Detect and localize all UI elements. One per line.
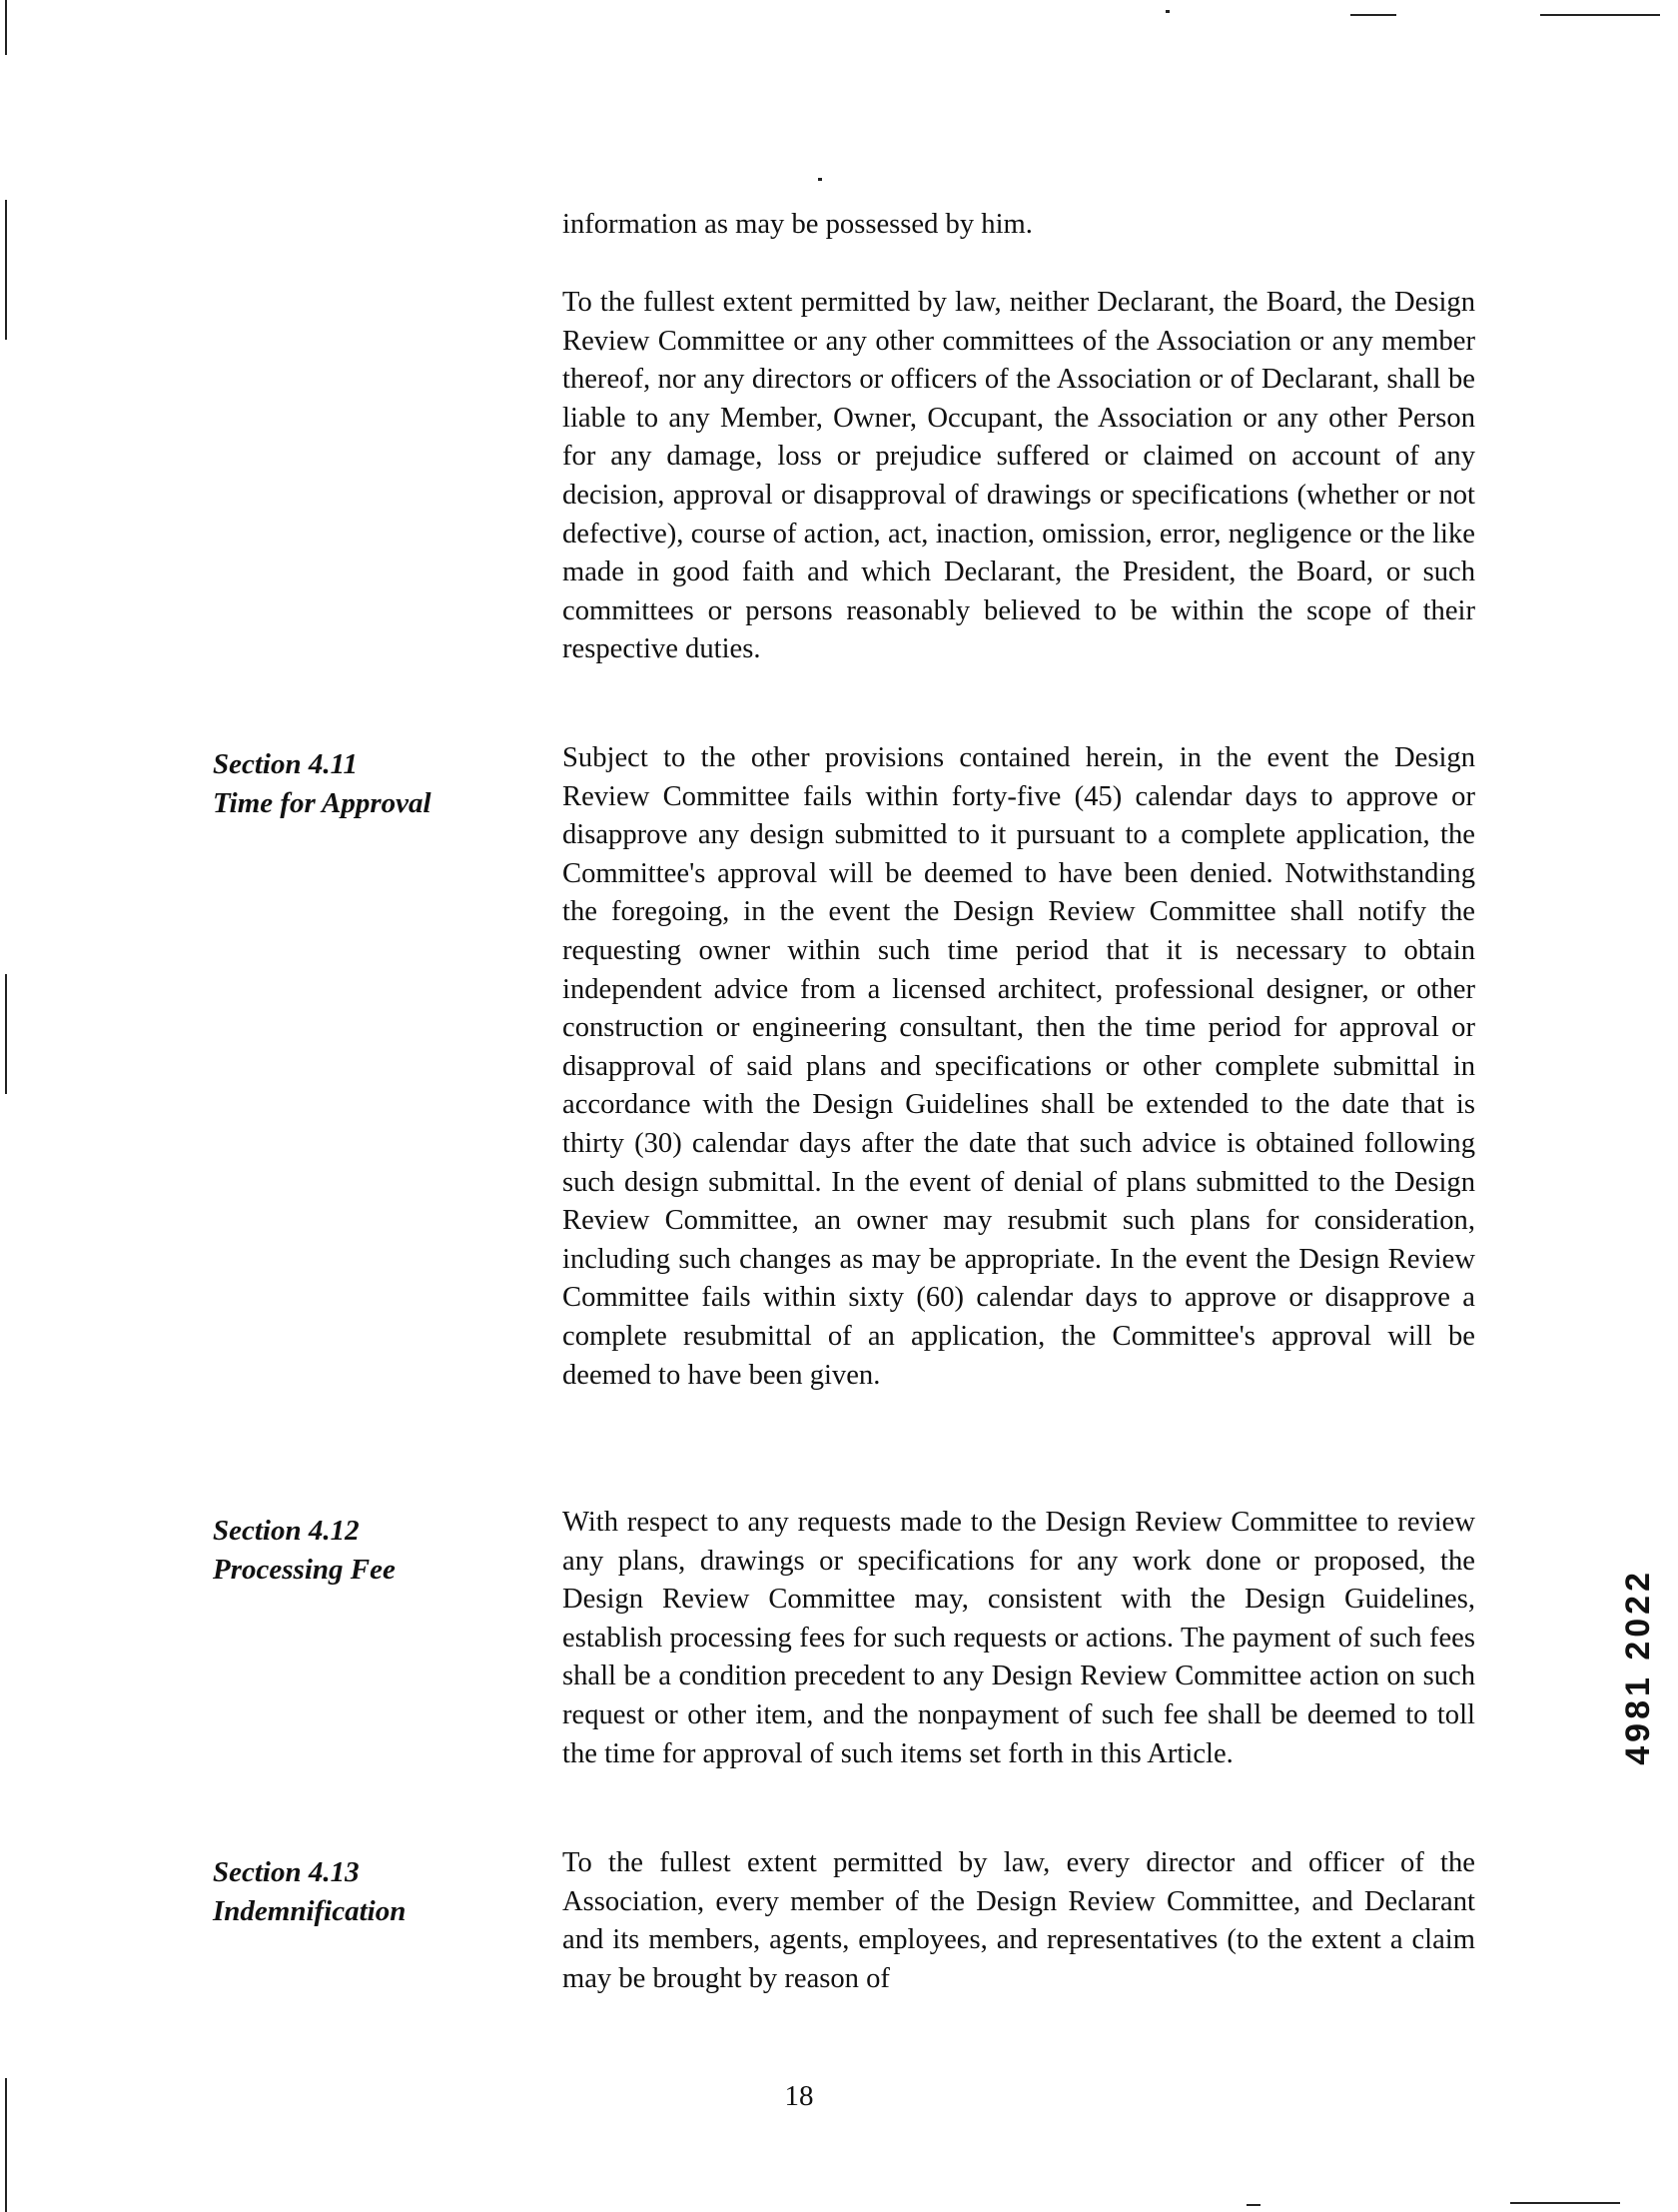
section-4-11-heading xyxy=(213,745,512,822)
section-title: Processing Fee xyxy=(213,1553,396,1586)
section-title: Time for Approval xyxy=(213,786,431,819)
scan-line-left-lower xyxy=(5,974,7,1094)
scan-line-top-right-1 xyxy=(1350,14,1396,16)
scan-dot-bottom xyxy=(1247,2204,1260,2206)
liability-paragraph: To the fullest extent permitted by law, neither Declarant, the Board, the Design Review Committee or any other committees of the Association or any member thereof, nor any directors or officers of the Association or of Declarant, shall be liable to any Member, Owner, Occupant, the Association or any other Person for any damage, loss or prejudice suffered or claimed on account of any decision, approval or disapproval of drawings or specifications (whether or not defective), course of action, act, inaction, omission, error, negligence or the like made in good faith and which Declarant, the President, the Board, or such committees or persons reasonably believed to be within the scope of their respective duties. xyxy=(562,287,1475,665)
scan-dot-top xyxy=(1166,10,1170,13)
section-number: Section 4.11 xyxy=(213,748,359,780)
section-4-13-heading xyxy=(213,1853,512,1930)
section-4-12-text: With respect to any requests made to the Design Review Committee to review any plans, drawings or specifications for any work done or proposed, the Design Review Committee may, consistent with the Design Guidelines, establish processing fees for such requests or actions. The payment of such fees shall be a condition precedent to any Design Review Committee action on such request or other item, and the nonpayment of such fee shall be deemed to toll the time for approval of such items set forth in this Article. xyxy=(562,1507,1475,1769)
scan-line-left-top xyxy=(5,0,7,55)
recording-stamp xyxy=(1618,1569,1658,1948)
continuation-paragraph: information as may be possessed by him. xyxy=(562,209,1033,240)
section-number: Section 4.12 xyxy=(213,1515,360,1547)
section-4-13-text: To the fullest extent permitted by law, every director and officer of the Association, every member of the Design Review Committee, and Declarant and its members, agents, employees, and representatives (to the extent a claim may be brought by reason of xyxy=(562,1847,1475,1994)
scan-line-top-right-2 xyxy=(1540,14,1660,16)
section-title: Indemnification xyxy=(213,1894,407,1927)
scan-line-left-mid xyxy=(5,200,7,340)
scan-dot-upper xyxy=(818,178,822,181)
section-4-12-heading xyxy=(213,1512,512,1589)
page-number: 18 xyxy=(784,2080,814,2112)
section-4-11-text: Subject to the other provisions contained herein, in the event the Design Review Committee fails within forty-five (45) calendar days to approve or disapprove any design submitted to it pursuant to a complete application, the Committee's approval will be deemed to have been denied. Notwithstanding the foregoing, in the event the Design Review Committee shall notify the requesting owner within such time period that it is necessary to obtain independent advice from a licensed architect, professional designer, or other construction or engineering consultant, then the time period for approval or disapproval of said plans and specifications or other complete submittal in accordance with the Design Guidelines shall be extended to the date that is thirty (30) calendar days after the date that such advice is obtained following such design submittal. In the event of denial of plans submitted to the Design Review Committee, an owner may resubmit such plans for consideration, including such changes as may be appropriate. In the event the Design Review Committee fails within sixty (60) calendar days to approve or disapprove a complete resubmittal of an application, the Committee's approval will be deemed to have been given. xyxy=(562,742,1475,1391)
section-number: Section 4.13 xyxy=(213,1856,360,1888)
recording-stamp-text: 4981 2022 xyxy=(1619,1569,1657,1765)
scan-line-bottom-right xyxy=(1510,2202,1620,2204)
